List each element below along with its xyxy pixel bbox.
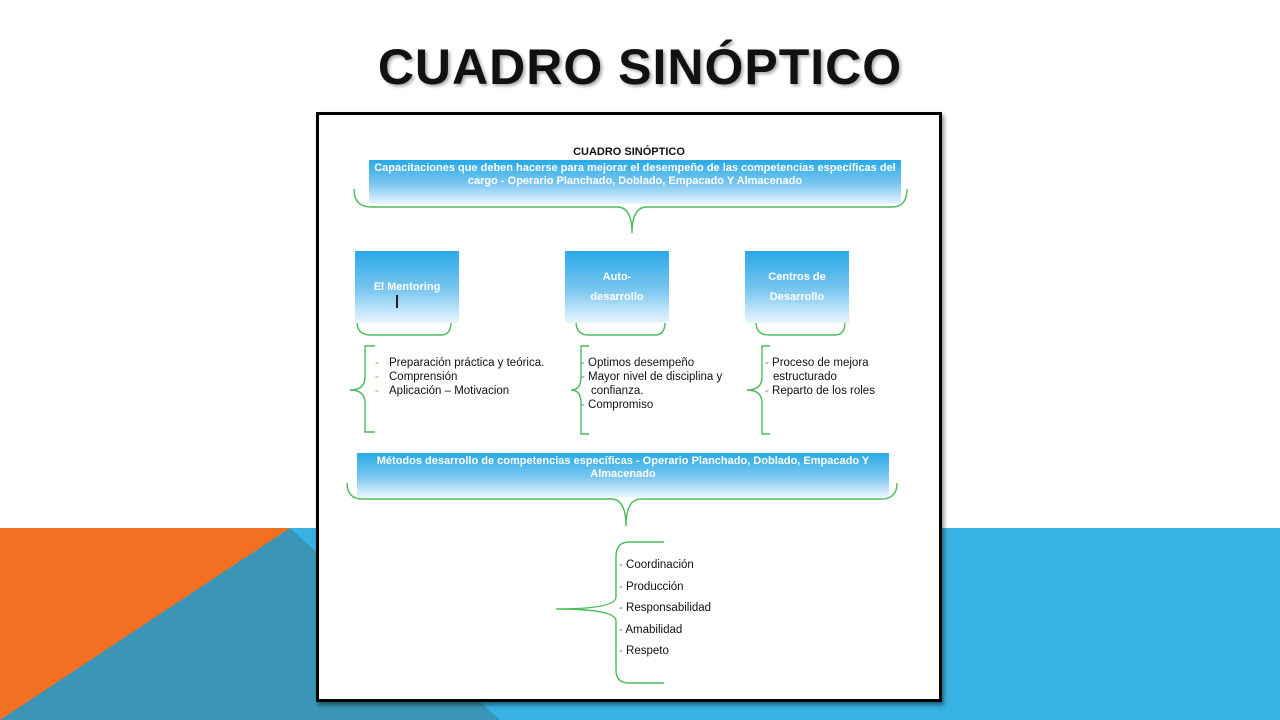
- bottom-list: [619, 559, 711, 667]
- list-item: - Mayor nivel de disciplina y confianza.: [581, 371, 723, 397]
- text-cursor: [396, 295, 398, 308]
- top-banner-text: Capacitaciones que deben hacerse para mejorar el desempeño de las competencias específicas del cargo - Operario Planchado, Doblado, Empacado Y Almacenado: [374, 162, 896, 187]
- top-banner: [369, 160, 901, 204]
- list-item: - Proceso de mejora estructurado: [765, 357, 869, 383]
- node-autodesarrollo-label: Auto-desarrollo: [590, 271, 644, 303]
- diagram-frame: [316, 112, 942, 702]
- node2-brace: [576, 322, 665, 335]
- node1-brace: [357, 322, 451, 335]
- list-item: - Reparto de los roles: [765, 385, 875, 397]
- diagram-title: CUADRO SINÓPTICO: [573, 146, 685, 158]
- list-item: - Compromiso: [581, 399, 654, 411]
- node-mentoring-label: El Mentoring: [373, 281, 441, 293]
- list-item: - Preparación práctica y teórica.: [375, 357, 545, 369]
- node-centros-label: Centros de Desarrollo: [768, 271, 826, 303]
- bottom-banner-text: Métodos desarrollo de competencias específicas - Operario Planchado, Doblado, Empacado Y Almacenado: [376, 455, 870, 480]
- centros-list: [765, 356, 900, 398]
- node-centros: [745, 251, 849, 323]
- node3-brace: [756, 322, 845, 335]
- node-mentoring: [355, 251, 459, 323]
- list-item: - Comprensión: [375, 371, 458, 383]
- slide-title: CUADRO SINÓPTICO: [377, 39, 903, 95]
- list-item: - Producción: [619, 580, 684, 593]
- list-item: - Coordinación: [619, 559, 694, 571]
- list1-brace: [350, 346, 375, 432]
- autodesarrollo-list: [581, 356, 731, 412]
- bottom-banner: [357, 453, 889, 497]
- list-item: - Optimos desempeño: [581, 357, 695, 369]
- list-item: - Amabilidad: [619, 623, 683, 636]
- mentoring-list: [375, 356, 544, 398]
- list-item: - Responsabilidad: [619, 602, 712, 614]
- list-item: - Respeto: [619, 645, 669, 657]
- node-autodesarrollo: [565, 251, 669, 323]
- list-item: - Aplicación – Motivacion: [375, 385, 510, 397]
